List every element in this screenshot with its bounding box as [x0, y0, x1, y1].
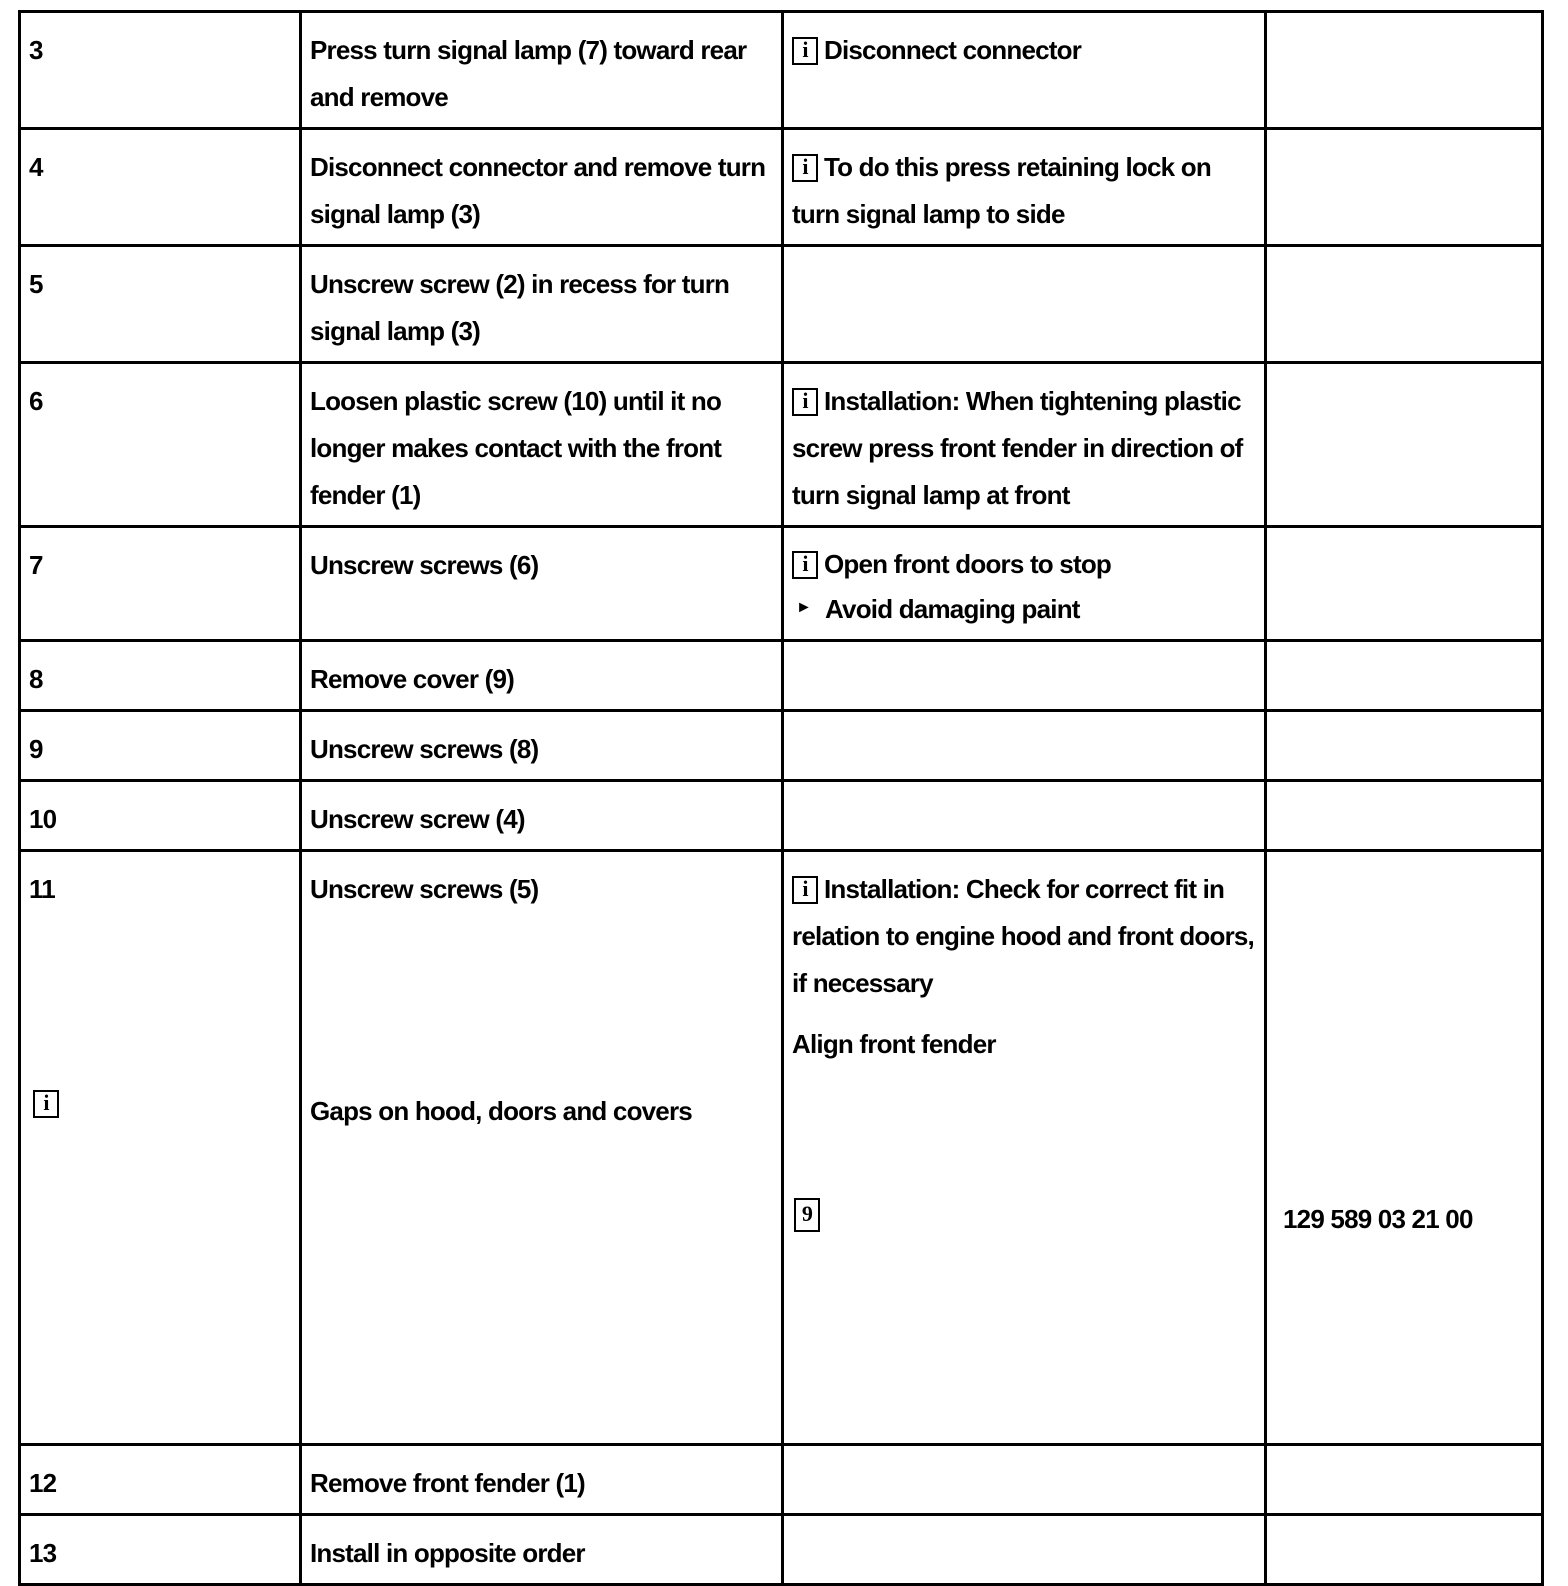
tool-cell [1266, 527, 1543, 641]
step-number: 13 [20, 1515, 301, 1585]
note-text-2: Align front fender [792, 1029, 996, 1059]
step-number: 5 [20, 246, 301, 363]
info-icon: i [792, 876, 818, 904]
action-text: Unscrew screws (6) [301, 527, 783, 641]
tool-cell [1266, 781, 1543, 851]
note-cell [783, 641, 1266, 711]
table-row [20, 711, 1543, 781]
step-number: 3 [20, 12, 301, 129]
tool-number: 129 589 03 21 00 [1283, 1204, 1473, 1234]
action-text: Unscrew screws (5) [310, 874, 539, 904]
note-cell [783, 1445, 1266, 1515]
step-number: 9 [20, 711, 301, 781]
table-row [20, 851, 1543, 1445]
note-text: Disconnect connector [824, 35, 1082, 65]
info-icon: i [33, 1090, 59, 1118]
step-number: 7 [20, 527, 301, 641]
note-text: To do this press retaining lock on turn signal lamp to side [792, 152, 1211, 229]
procedure-table [18, 10, 1544, 1586]
info-icon: i [792, 388, 818, 416]
note-cell [783, 129, 1266, 246]
tool-cell [1266, 363, 1543, 527]
step-number: 6 [20, 363, 301, 527]
tool-cell [1266, 711, 1543, 781]
action-text: Unscrew screw (2) in recess for turn signal lamp (3) [301, 246, 783, 363]
table-row [20, 781, 1543, 851]
caution-bullet-icon: ► [796, 599, 812, 616]
note-cell [783, 711, 1266, 781]
table-row [20, 246, 1543, 363]
action-text: Unscrew screw (4) [301, 781, 783, 851]
step-number: 12 [20, 1445, 301, 1515]
action-text: Press turn signal lamp (7) toward rear and remove [301, 12, 783, 129]
tool-cell [1266, 1515, 1543, 1585]
action-text: Remove front fender (1) [301, 1445, 783, 1515]
tool-cell [1266, 851, 1543, 1445]
action-text: Unscrew screws (8) [301, 711, 783, 781]
tool-cell [1266, 641, 1543, 711]
info-icon: i [792, 551, 818, 579]
step-number: 8 [20, 641, 301, 711]
info-icon: i [792, 154, 818, 182]
note-text: Installation: Check for correct fit in relation to engine hood and front doors, if necessary [792, 874, 1254, 998]
note-cell [783, 1515, 1266, 1585]
tool-cell [1266, 246, 1543, 363]
table-row [20, 1515, 1543, 1585]
step-number: 10 [20, 781, 301, 851]
step-cell [20, 851, 301, 1445]
note-cell [783, 781, 1266, 851]
note-cell [783, 246, 1266, 363]
note-cell [783, 363, 1266, 527]
note-text: Installation: When tightening plastic screw press front fender in direction of turn signal lamp at front [792, 386, 1243, 510]
note-cell [783, 12, 1266, 129]
action-cell [301, 851, 783, 1445]
action-text: Disconnect connector and remove turn signal lamp (3) [301, 129, 783, 246]
tool-cell [1266, 1445, 1543, 1515]
action-text: Remove cover (9) [301, 641, 783, 711]
note-cell [783, 851, 1266, 1445]
tool-cell [1266, 12, 1543, 129]
table-row [20, 129, 1543, 246]
table-row [20, 12, 1543, 129]
table-row [20, 1445, 1543, 1515]
note-cell [783, 527, 1266, 641]
table-row [20, 641, 1543, 711]
tool-cell [1266, 129, 1543, 246]
table-row [20, 363, 1543, 527]
note-text-2: Avoid damaging paint [825, 594, 1080, 624]
step-number: 4 [20, 129, 301, 246]
action-text-2: Gaps on hood, doors and covers [310, 1096, 692, 1126]
info-icon: i [792, 37, 818, 65]
table-row [20, 527, 1543, 641]
procedure-sheet [18, 10, 1552, 1568]
step-number: 11 [29, 874, 55, 904]
note-text: Open front doors to stop [824, 549, 1111, 579]
special-tool-icon: 9 [794, 1198, 820, 1232]
action-text: Install in opposite order [301, 1515, 783, 1585]
action-text: Loosen plastic screw (10) until it no longer makes contact with the front fender (1) [301, 363, 783, 527]
